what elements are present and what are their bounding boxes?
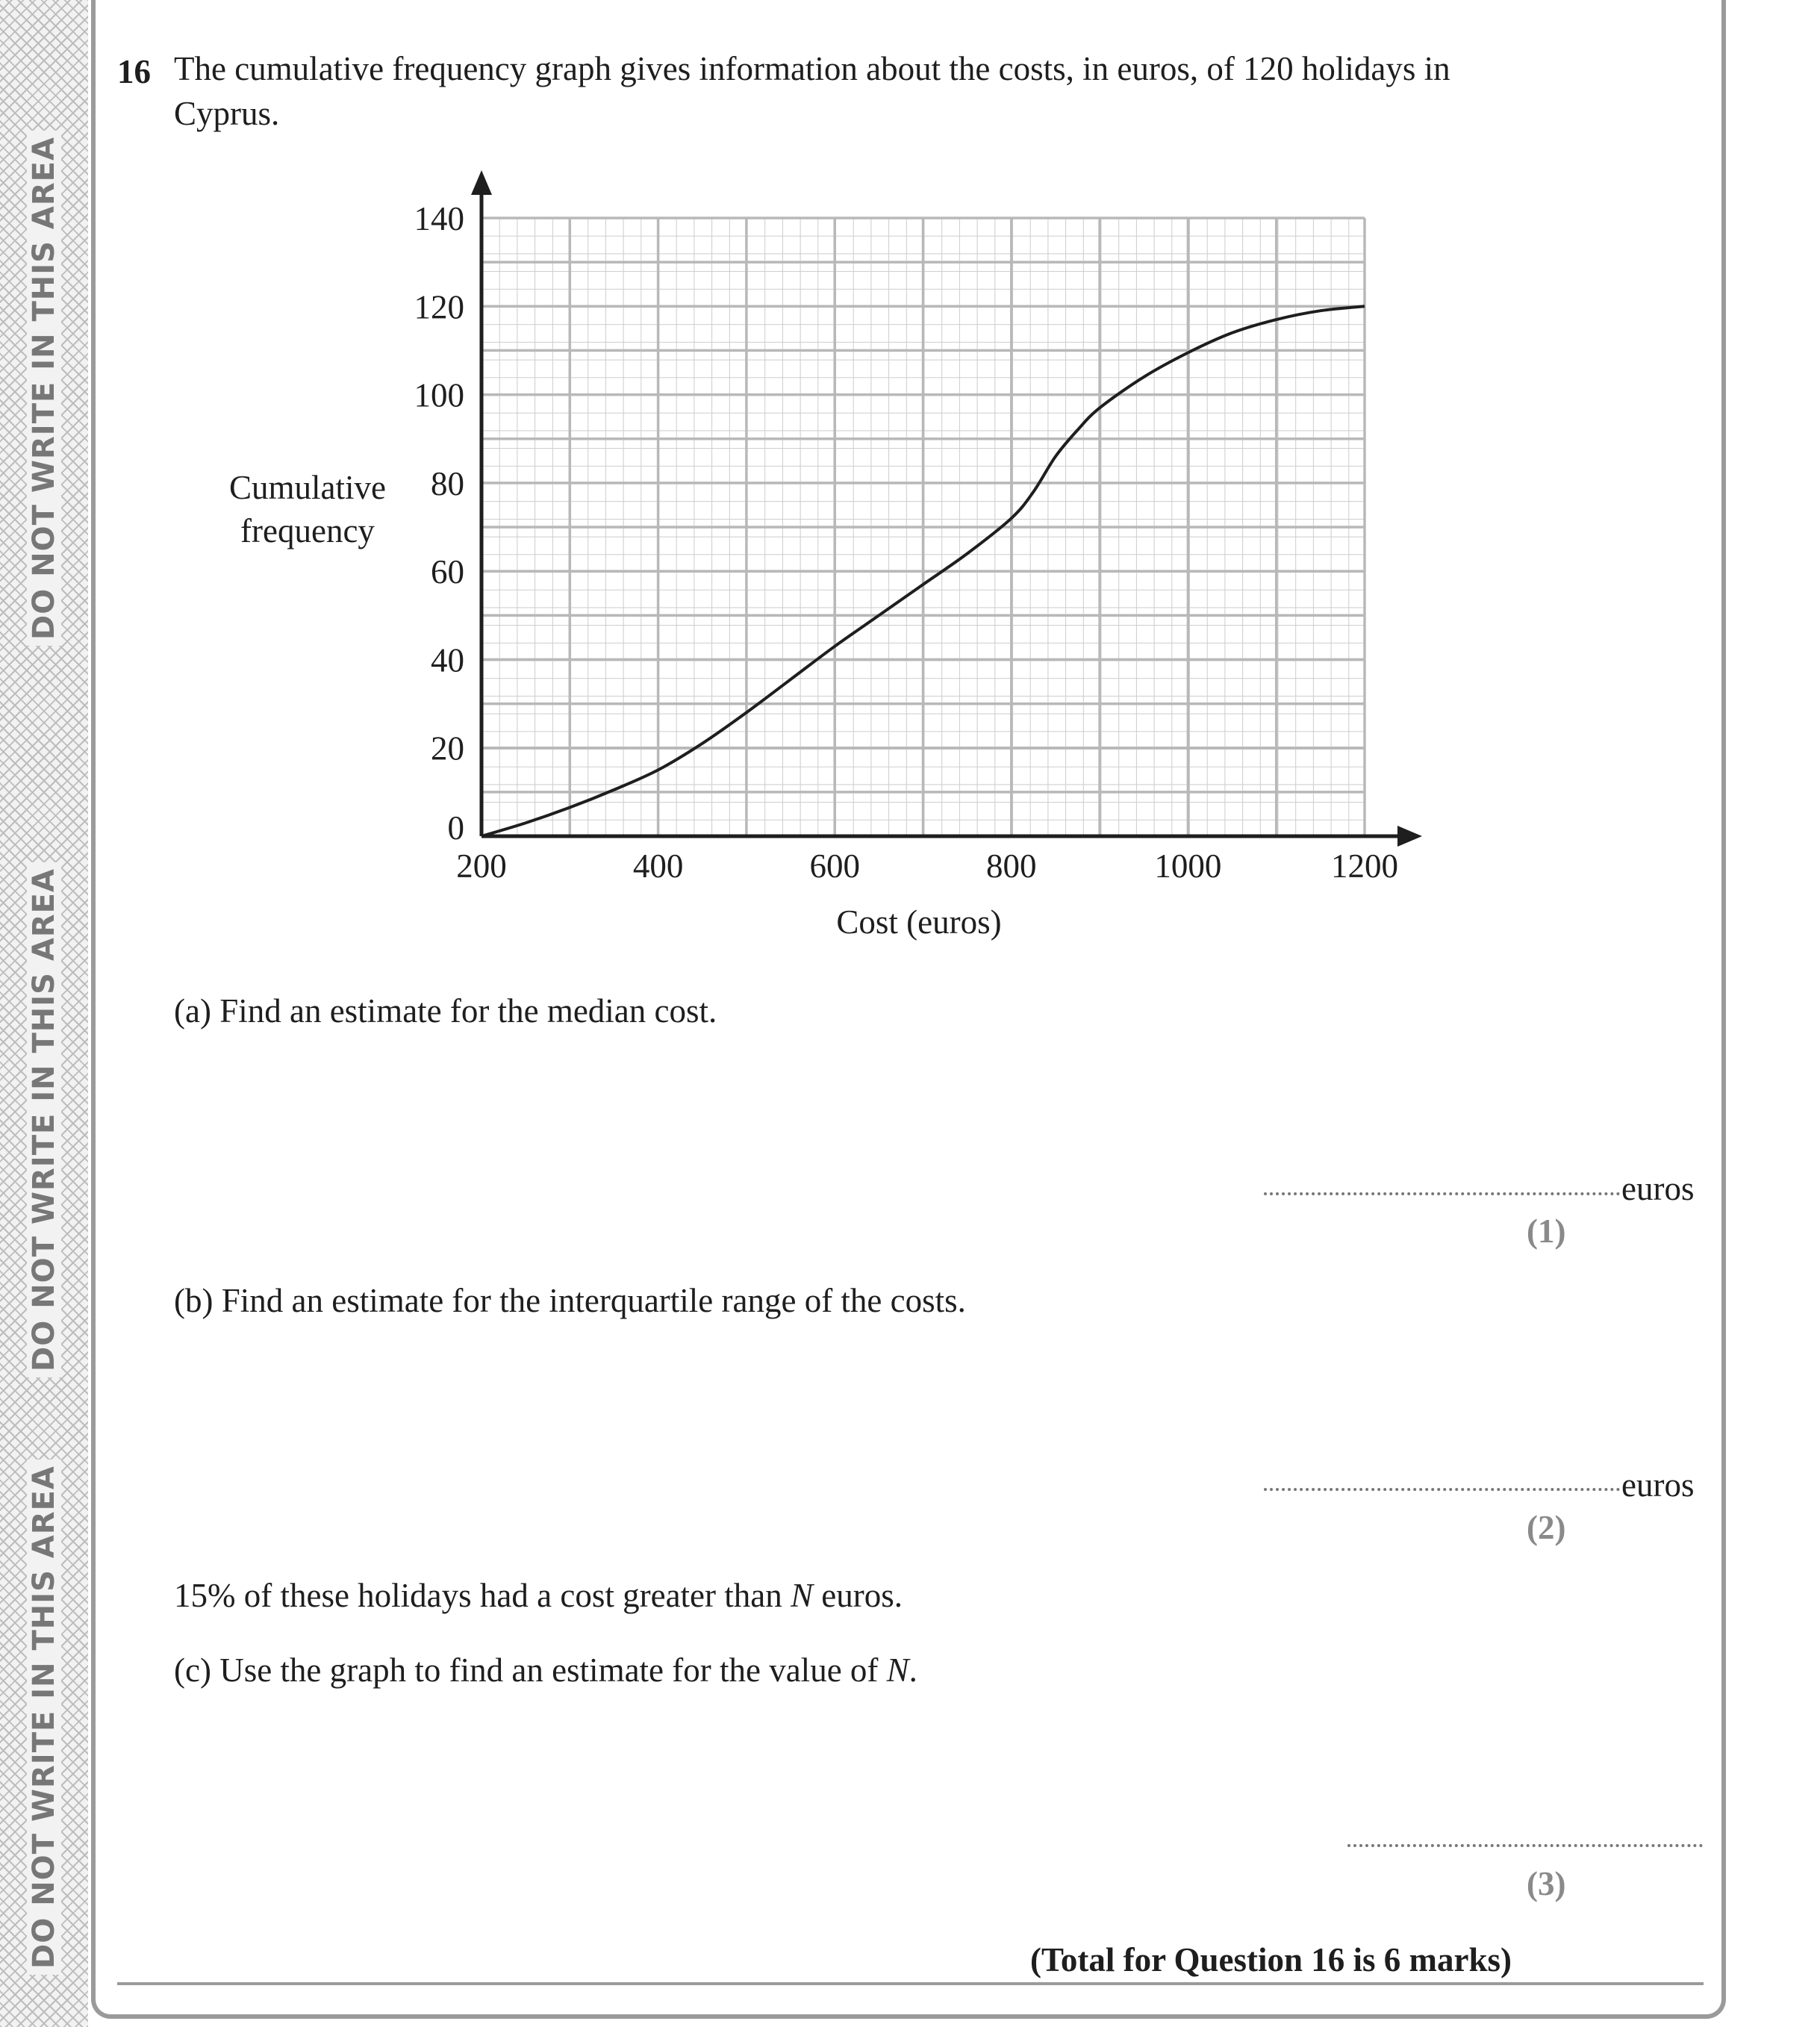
y-tick-label: 120 — [414, 288, 464, 326]
x-axis-label: Cost (euros) — [836, 903, 1002, 941]
margin-warning-top: DO NOT WRITE IN THIS AREA — [27, 131, 61, 646]
part-a-marks: (1) — [1527, 1212, 1566, 1250]
x-tick-labels — [456, 847, 1398, 885]
part-b-unit: euros — [1621, 1466, 1695, 1504]
question-total: (Total for Question 16 is 6 marks) — [1030, 1941, 1512, 1978]
part-c-marks: (3) — [1527, 1865, 1566, 1902]
y-axis-label-line1: Cumulative — [229, 469, 386, 506]
part-b-prompt: (b) Find an estimate for the interquartile range of the costs. — [174, 1282, 966, 1319]
margin-warning-bottom: DO NOT WRITE IN THIS AREA — [27, 1460, 61, 1975]
statement-15-percent: 15% of these holidays had a cost greater than N euros. — [174, 1577, 903, 1614]
part-a-prompt: (a) Find an estimate for the median cost. — [174, 992, 717, 1030]
y-tick-label: 0 — [447, 809, 464, 847]
x-tick-label: 800 — [986, 847, 1037, 885]
question-end-rule — [117, 1982, 1704, 1985]
part-b-answer-line[interactable] — [1264, 1488, 1620, 1491]
y-tick-labels — [414, 200, 465, 847]
x-tick-label: 600 — [809, 847, 860, 885]
x-tick-label: 400 — [632, 847, 684, 885]
y-tick-label: 40 — [431, 641, 464, 679]
y-tick-label: 20 — [431, 729, 464, 767]
margin-warning-middle: DO NOT WRITE IN THIS AREA — [27, 862, 61, 1377]
x-tick-label: 1000 — [1154, 847, 1222, 885]
x-tick-label: 1200 — [1331, 847, 1398, 885]
part-b-marks: (2) — [1527, 1509, 1566, 1546]
question-number: 16 — [117, 53, 151, 90]
part-a-answer-line[interactable] — [1264, 1192, 1620, 1195]
part-a-unit: euros — [1621, 1170, 1695, 1207]
x-tick-label: 200 — [456, 847, 507, 885]
part-c-answer-line[interactable] — [1347, 1844, 1703, 1847]
y-axis-label-line2: frequency — [240, 512, 375, 549]
y-tick-label: 80 — [431, 464, 464, 502]
question-intro-line1: The cumulative frequency graph gives information about the costs, in euros, of 120 holidays in — [174, 50, 1450, 87]
y-axis-arrow — [471, 170, 492, 195]
cumulative-frequency-chart — [0, 0, 1820, 971]
y-tick-label: 140 — [414, 200, 464, 237]
question-intro-line2: Cyprus. — [174, 95, 280, 132]
x-axis-arrow — [1397, 826, 1422, 847]
part-c-prompt: (c) Use the graph to find an estimate for the value of N. — [174, 1651, 917, 1689]
y-tick-label: 60 — [431, 553, 464, 591]
y-tick-label: 100 — [414, 376, 464, 414]
